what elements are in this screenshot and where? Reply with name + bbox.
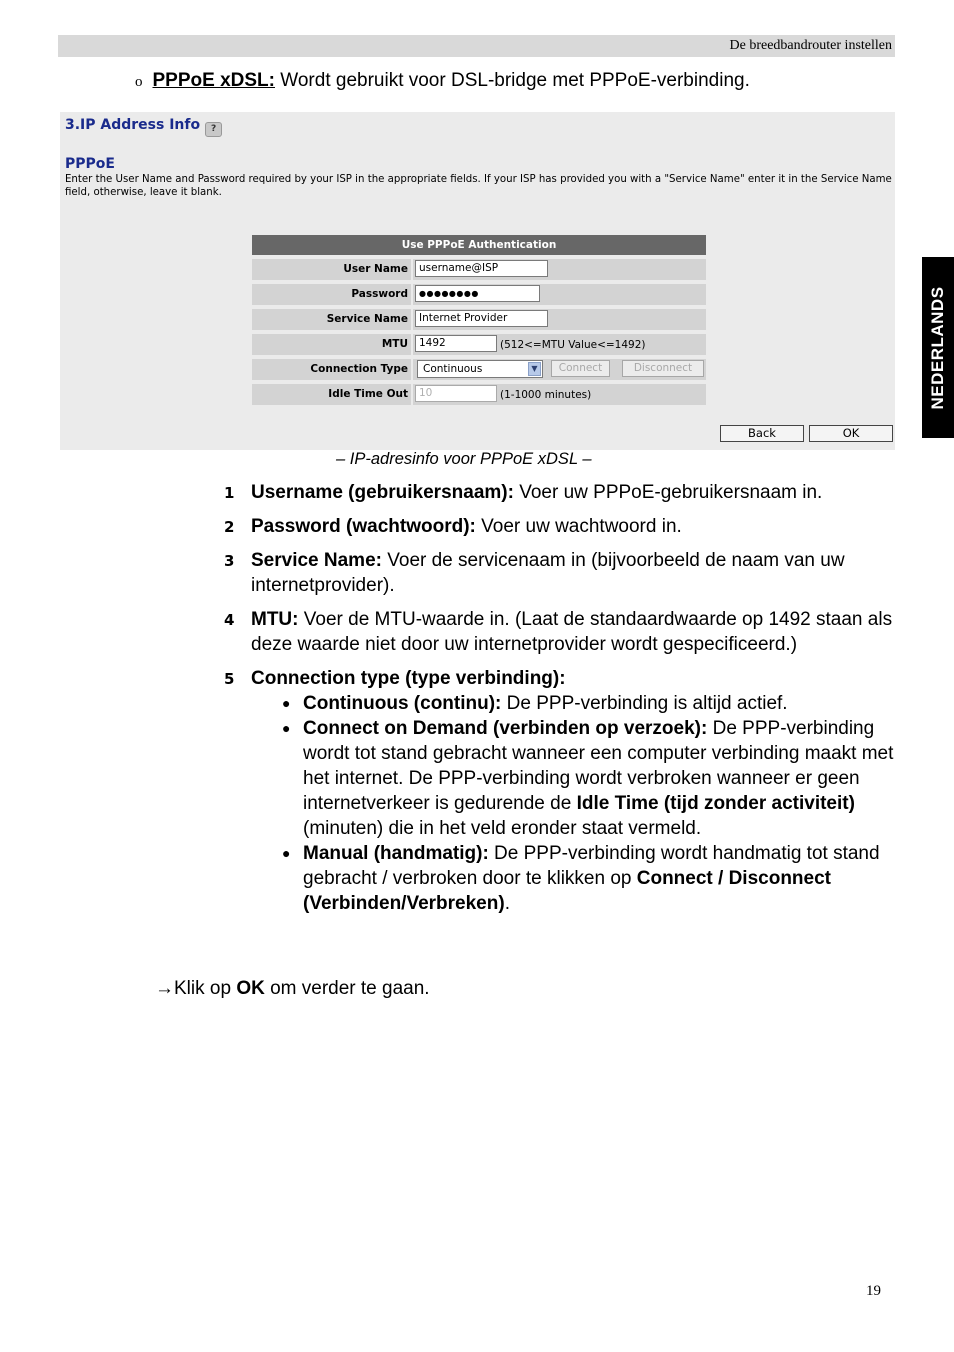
section-title: 3.IP Address Info ? (65, 117, 222, 137)
disconnect-button[interactable]: Disconnect (622, 360, 704, 377)
option-pppoe-xdsl (135, 70, 750, 92)
step-text: Voer de servicenaam in (bijvoorbeeld de naam van uw internetprovider). (251, 550, 845, 596)
connection-type-select[interactable]: Continuous ▼ (417, 360, 543, 378)
figure-caption: – IP-adresinfo voor PPPoE xDSL – (336, 450, 592, 468)
step-item (224, 480, 904, 505)
step-number: 1 (224, 484, 235, 502)
list-item: ● Continuous (continu): De PPP-verbinding is altijd actief. (282, 693, 788, 714)
password-label: Password (252, 284, 411, 305)
step-text: Voer uw PPPoE-gebruikersnaam in. (513, 482, 823, 503)
row-connection-type (252, 359, 706, 380)
list-item: ● Manual (handmatig): De PPP-verbinding wordt handmatig tot stand gebracht / verbroken door te klikken op Connect / Disconnect (Verbinden/Verbreken). (282, 843, 880, 914)
bullet-icon: ● (282, 720, 291, 736)
steps-list (224, 480, 904, 925)
mtu-input[interactable]: 1492 (415, 335, 497, 352)
chevron-down-icon[interactable]: ▼ (528, 362, 541, 376)
option-title: PPPoE xDSL: (152, 70, 275, 91)
step-number: 4 (224, 611, 235, 629)
step-term: Password (wachtwoord): (251, 516, 476, 537)
connection-type-label: Connection Type (252, 359, 411, 380)
idle-time-hint: (1-1000 minutes) (500, 389, 592, 401)
step-item (224, 666, 904, 916)
mtu-label: MTU (252, 334, 411, 355)
ok-button[interactable]: OK (809, 425, 893, 442)
user-name-label: User Name (252, 259, 411, 280)
option-text: Wordt gebruikt voor DSL-bridge met PPPoE-verbinding. (274, 70, 750, 91)
step-item (224, 607, 904, 657)
step-number: 2 (224, 518, 235, 536)
row-user-name (252, 259, 706, 280)
row-password (252, 284, 706, 305)
service-name-label: Service Name (252, 309, 411, 330)
step-term: Connection type (type verbinding): (251, 668, 566, 689)
language-tab-label: NEDERLANDS (928, 285, 947, 410)
continue-instruction: →Klik op OK om verder te gaan. (155, 978, 430, 999)
router-screenshot (60, 112, 895, 450)
mtu-hint: (512<=MTU Value<=1492) (500, 339, 646, 351)
password-input[interactable]: ●●●●●●●● (415, 285, 540, 302)
page-number: 19 (866, 1283, 881, 1299)
language-tab (922, 257, 954, 438)
step-number: 3 (224, 552, 235, 570)
step-term: Service Name: (251, 550, 382, 571)
pppoe-form (252, 235, 706, 405)
idle-time-input[interactable]: 10 (415, 385, 497, 402)
step-term: MTU: (251, 609, 299, 630)
connect-button[interactable]: Connect (551, 360, 610, 377)
connection-type-list (251, 691, 904, 916)
step-number: 5 (224, 670, 235, 688)
service-name-input[interactable]: Internet Provider (415, 310, 548, 327)
idle-time-label: Idle Time Out (252, 384, 411, 405)
row-idle-time (252, 384, 706, 405)
bullet-icon: ● (282, 845, 291, 861)
form-title: Use PPPoE Authentication (252, 235, 706, 255)
running-header (58, 35, 895, 57)
list-item: ● Connect on Demand (verbinden op verzoek): De PPP-verbinding wordt tot stand gebracht wanneer een computer verbinding maakt met het internet. De PPP-verbinding wordt verbroken wanneer er geen internetverkeer is gedurende de Idle Time (tijd zonder activiteit) (minuten) die in het veld eronder staat vermeld. (282, 718, 894, 839)
pppoe-description: Enter the User Name and Password required by your ISP in the appropriate fields. If your ISP has provided you with a "Service Name" enter it in the Service Name field, otherwise, leave it blank. (65, 174, 892, 198)
step-term: Username (gebruikersnaam): (251, 482, 514, 503)
arrow-icon: → (155, 978, 174, 999)
step-text: Voer uw wachtwoord in. (475, 516, 682, 537)
bullet-icon: ● (282, 695, 291, 711)
row-mtu (252, 334, 706, 355)
step-text: Voer de MTU-waarde in. (Laat de standaardwaarde op 1492 staan als deze waarde niet door uw internetprovider wordt gespecificeerd.) (251, 609, 893, 655)
row-service-name (252, 309, 706, 330)
step-item (224, 548, 904, 598)
user-name-input[interactable]: username@ISP (415, 260, 548, 277)
option-bullet: o (135, 74, 143, 90)
running-title: De breedbandrouter instellen (729, 38, 892, 53)
help-icon[interactable]: ? (205, 122, 222, 137)
pppoe-heading: PPPoE (65, 156, 115, 172)
back-button[interactable]: Back (720, 425, 804, 442)
step-item (224, 514, 904, 539)
